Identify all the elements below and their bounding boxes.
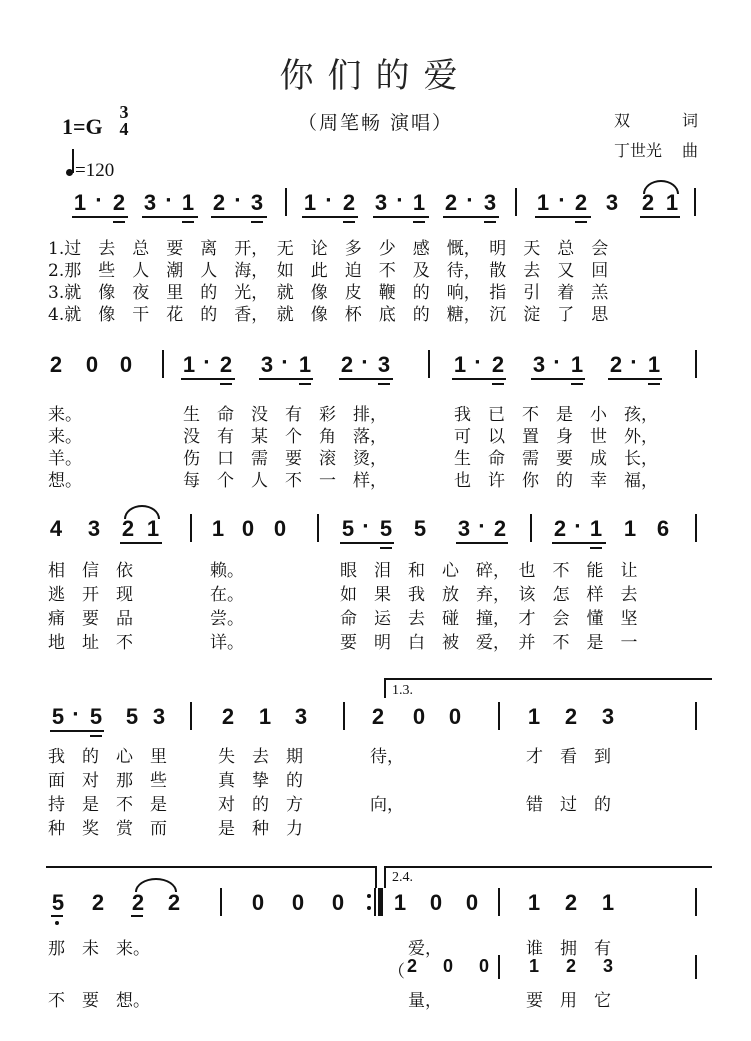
lyric-verse-b: 不 要 想。	[48, 991, 150, 1011]
lyric-verse-3: 向，	[370, 795, 404, 815]
note: 3	[605, 190, 619, 215]
note: 2	[91, 890, 105, 915]
volta-label: 2.4.	[392, 870, 413, 885]
tempo-value: =120	[75, 160, 115, 181]
time-signature-top: 3	[119, 102, 129, 122]
beam	[340, 542, 394, 544]
note: 1	[623, 516, 637, 541]
lyric-verse-1: 我 的 心 里	[48, 747, 167, 767]
barline	[190, 702, 192, 730]
lyricist-name: 双	[614, 111, 631, 130]
lyric-verse-3: 伤 口 需 要 滚 烫，	[183, 449, 387, 469]
note: 5	[413, 516, 427, 541]
barline	[162, 350, 164, 378]
beam	[339, 378, 393, 380]
dot: ·	[281, 352, 288, 373]
note: 0	[119, 352, 133, 377]
note: 2	[564, 890, 578, 915]
note: 1	[570, 352, 584, 377]
dot: ·	[362, 516, 369, 537]
lyric-line-verse-3: 3.就 像 夜 里 的 光， 就 像 皮 鞭 的 响， 指 引 着 羔	[48, 283, 609, 303]
barline	[285, 188, 287, 216]
barline	[498, 888, 500, 916]
beam	[552, 542, 606, 544]
note: 2	[553, 516, 567, 541]
dot: ·	[203, 352, 210, 373]
lyric-verse-4: 详。	[210, 633, 244, 653]
note: 5	[125, 704, 139, 729]
interlude-note: 3	[602, 956, 613, 976]
note: 1	[647, 352, 661, 377]
barline	[695, 702, 697, 730]
note: 0	[85, 352, 99, 377]
volta-bracket-edge	[384, 866, 386, 888]
note: 5	[89, 704, 103, 729]
note: 5	[379, 516, 393, 541]
lyric-verse-2: 如 果 我 放 弃， 该 怎 样 去	[340, 585, 638, 605]
lyric-end-verse-3: 羊。	[48, 449, 82, 469]
note: 1	[303, 190, 317, 215]
beam	[452, 378, 506, 380]
note: 0	[273, 516, 287, 541]
note: 2	[167, 890, 181, 915]
note: 1	[412, 190, 426, 215]
lyric-verse-a: 爱，	[408, 939, 442, 959]
beam	[373, 216, 429, 218]
note: 0	[448, 704, 462, 729]
note: 0	[331, 890, 345, 915]
note: 1	[527, 890, 541, 915]
lyric-line-verse-4: 4.就 像 干 花 的 香， 就 像 杯 底 的 糖， 沉 淀 了 思	[48, 305, 609, 325]
lyric-verse-a: 那 未 来。	[48, 939, 150, 959]
note: 2	[493, 516, 507, 541]
beam	[443, 216, 499, 218]
beam	[51, 915, 63, 917]
note: 1	[182, 352, 196, 377]
beam	[413, 221, 425, 223]
barline	[695, 955, 697, 979]
slur	[643, 180, 679, 194]
beam	[575, 221, 587, 223]
repeat-barline-thin	[374, 888, 376, 916]
composer-name: 丁世光	[614, 141, 663, 160]
lyric-verse-4: 地 址 不	[48, 633, 133, 653]
note: 0	[241, 516, 255, 541]
note: 0	[465, 890, 479, 915]
dot: ·	[553, 352, 560, 373]
note: 2	[131, 890, 145, 915]
interlude-note: 1	[528, 956, 539, 976]
beam	[131, 915, 143, 917]
beam	[608, 378, 662, 380]
note: 2	[641, 190, 655, 215]
dot: ·	[466, 190, 473, 211]
note: 2	[491, 352, 505, 377]
barline	[695, 350, 697, 378]
lyric-end-verse-4: 想。	[48, 471, 82, 491]
lyric-verse-2: 逃 开 现	[48, 585, 133, 605]
beam	[181, 378, 235, 380]
beam	[259, 378, 313, 380]
volta-bracket-edge	[384, 678, 386, 698]
key-signature: 1=G	[62, 114, 103, 139]
lyric-verse-3: 痛 要 品	[48, 609, 133, 629]
note: 0	[429, 890, 443, 915]
repeat-barline-thick	[378, 888, 383, 916]
lyric-verse-3: 尝。	[210, 609, 244, 629]
low-octave-dot	[55, 921, 59, 925]
interlude-note: 0	[442, 956, 453, 976]
dot: ·	[478, 516, 485, 537]
note: 5	[51, 704, 65, 729]
beam	[492, 383, 504, 385]
beam	[113, 221, 125, 223]
lyric-verse-4: 是 种 力	[218, 819, 303, 839]
volta-1-3-continuation	[46, 866, 376, 868]
beam	[90, 735, 102, 737]
lyric-end-verse-2: 来。	[48, 427, 82, 447]
beam	[50, 730, 104, 732]
lyric-verse-2: 真 挚 的	[218, 771, 303, 791]
dot: ·	[234, 190, 241, 211]
beam	[211, 216, 267, 218]
lyric-verse-b: 要 用 它	[526, 991, 611, 1011]
beam	[120, 542, 162, 544]
note: 5	[51, 890, 65, 915]
note: 3	[374, 190, 388, 215]
slur	[124, 505, 160, 519]
barline	[498, 702, 500, 730]
dot: ·	[630, 352, 637, 373]
beam	[378, 383, 390, 385]
lyric-verse-2: 可 以 置 身 世 外，	[454, 427, 658, 447]
beam	[72, 216, 128, 218]
lyric-verse-b: 量，	[408, 991, 442, 1011]
note: 1	[181, 190, 195, 215]
note: 3	[601, 704, 615, 729]
barline	[190, 514, 192, 542]
note: 1	[211, 516, 225, 541]
beam	[535, 216, 591, 218]
note: 2	[444, 190, 458, 215]
note: 2	[49, 352, 63, 377]
note: 3	[377, 352, 391, 377]
lyric-verse-3: 对 的 方	[218, 795, 303, 815]
barline	[515, 188, 517, 216]
dot: ·	[72, 704, 79, 725]
lyric-verse-2: 在。	[210, 585, 244, 605]
dot: ·	[396, 190, 403, 211]
dot: ·	[325, 190, 332, 211]
note: 5	[341, 516, 355, 541]
lyric-verse-1: 相 信 依	[48, 561, 133, 581]
note: 1	[665, 190, 679, 215]
lyric-verse-1: 才 看 到	[526, 747, 611, 767]
lyric-verse-2: 没 有 某 个 角 落，	[183, 427, 387, 447]
beam	[380, 547, 392, 549]
time-signature-bottom: 4	[119, 119, 129, 139]
lyric-verse-3: 生 命 需 要 成 长，	[454, 449, 658, 469]
note: 1	[536, 190, 550, 215]
note: 3	[457, 516, 471, 541]
lyric-verse-4: 要 明 白 被 爱， 并 不 是 一	[340, 633, 638, 653]
note: 1	[601, 890, 615, 915]
lyric-verse-1: 待，	[370, 747, 404, 767]
dot: ·	[574, 516, 581, 537]
note: 2	[342, 190, 356, 215]
lyric-verse-3: 错 过 的	[526, 795, 611, 815]
lyric-verse-1: 赖。	[210, 561, 244, 581]
note: 3	[532, 352, 546, 377]
lyric-verse-1: 我 已 不 是 小 孩，	[454, 405, 658, 425]
volta-bracket-line	[384, 866, 712, 868]
composer-role: 曲	[682, 141, 699, 160]
lyric-verse-1: 生 命 没 有 彩 排，	[183, 405, 387, 425]
beam	[640, 216, 680, 218]
beam	[220, 383, 232, 385]
note: 1	[298, 352, 312, 377]
barline	[317, 514, 319, 542]
note: 3	[260, 352, 274, 377]
lyric-verse-2: 面 对 那 些	[48, 771, 167, 791]
lyric-verse-3: 持 是 不 是	[48, 795, 167, 815]
note: 1	[258, 704, 272, 729]
note: 2	[371, 704, 385, 729]
beam	[484, 221, 496, 223]
lyric-verse-4: 每 个 人 不 一 样，	[183, 471, 387, 491]
volta-label: 1.3.	[392, 683, 413, 698]
barline	[694, 188, 696, 216]
interlude-note: 2	[406, 956, 417, 976]
song-title: 你们的爱	[279, 56, 472, 96]
tie	[135, 878, 177, 892]
note: 0	[251, 890, 265, 915]
dot: ·	[558, 190, 565, 211]
note: 1	[146, 516, 160, 541]
beam	[142, 216, 198, 218]
lyric-verse-1: 失 去 期	[218, 747, 303, 767]
note: 2	[574, 190, 588, 215]
note: 6	[656, 516, 670, 541]
note: 3	[250, 190, 264, 215]
lyric-end-verse-1: 来。	[48, 405, 82, 425]
barline	[220, 888, 222, 916]
beam	[182, 221, 194, 223]
barline	[695, 514, 697, 542]
note: 2	[340, 352, 354, 377]
note: 3	[483, 190, 497, 215]
note: 3	[294, 704, 308, 729]
volta-bracket-edge	[375, 866, 377, 888]
lyric-verse-a: 谁 拥 有	[526, 939, 611, 959]
lyric-verse-3: 命 运 去 碰 撞， 才 会 懂 坚	[340, 609, 638, 629]
interlude-note: 2	[565, 956, 576, 976]
note: 2	[112, 190, 126, 215]
repeat-dot	[367, 906, 371, 910]
note: 2	[121, 516, 135, 541]
dot: ·	[474, 352, 481, 373]
note: 4	[49, 516, 63, 541]
note: 1	[527, 704, 541, 729]
note: 1	[73, 190, 87, 215]
lyric-verse-1: 眼 泪 和 心 碎， 也 不 能 让	[340, 561, 638, 581]
note: 2	[564, 704, 578, 729]
beam	[531, 378, 585, 380]
note: 0	[412, 704, 426, 729]
beam	[302, 216, 358, 218]
dot: ·	[165, 190, 172, 211]
beam	[571, 383, 583, 385]
quarter-note-icon	[66, 169, 73, 176]
beam	[343, 221, 355, 223]
note: 3	[87, 516, 101, 541]
beam	[590, 547, 602, 549]
barline	[530, 514, 532, 542]
interlude-note: 0	[478, 956, 489, 976]
note: 3	[152, 704, 166, 729]
repeat-dot	[367, 894, 371, 898]
barline	[695, 888, 697, 916]
performer: （周笔畅 演唱）	[297, 112, 454, 134]
volta-bracket-line	[384, 678, 712, 680]
dot: ·	[95, 190, 102, 211]
note: 2	[219, 352, 233, 377]
beam	[456, 542, 508, 544]
note: 3	[143, 190, 157, 215]
note: 2	[212, 190, 226, 215]
beam	[251, 221, 263, 223]
barline	[498, 955, 500, 979]
beam	[299, 383, 311, 385]
interlude-paren: （	[388, 962, 405, 982]
note: 1	[393, 890, 407, 915]
lyric-line-verse-2: 2.那 些 人 潮 人 海， 如 此 迫 不 及 待， 散 去 又 回	[48, 261, 609, 281]
barline	[343, 702, 345, 730]
note: 0	[291, 890, 305, 915]
dot: ·	[361, 352, 368, 373]
note: 2	[221, 704, 235, 729]
note: 1	[453, 352, 467, 377]
note: 1	[589, 516, 603, 541]
lyricist-role: 词	[682, 111, 699, 130]
beam	[648, 383, 660, 385]
barline	[428, 350, 430, 378]
lyric-verse-4: 种 奖 赏 而	[48, 819, 167, 839]
note: 2	[609, 352, 623, 377]
tempo-marking	[66, 160, 114, 182]
lyric-line-verse-1: 1.过 去 总 要 离 开， 无 论 多 少 感 慨， 明 天 总 会	[48, 239, 609, 259]
lyric-verse-4: 也 许 你 的 幸 福，	[454, 471, 658, 491]
